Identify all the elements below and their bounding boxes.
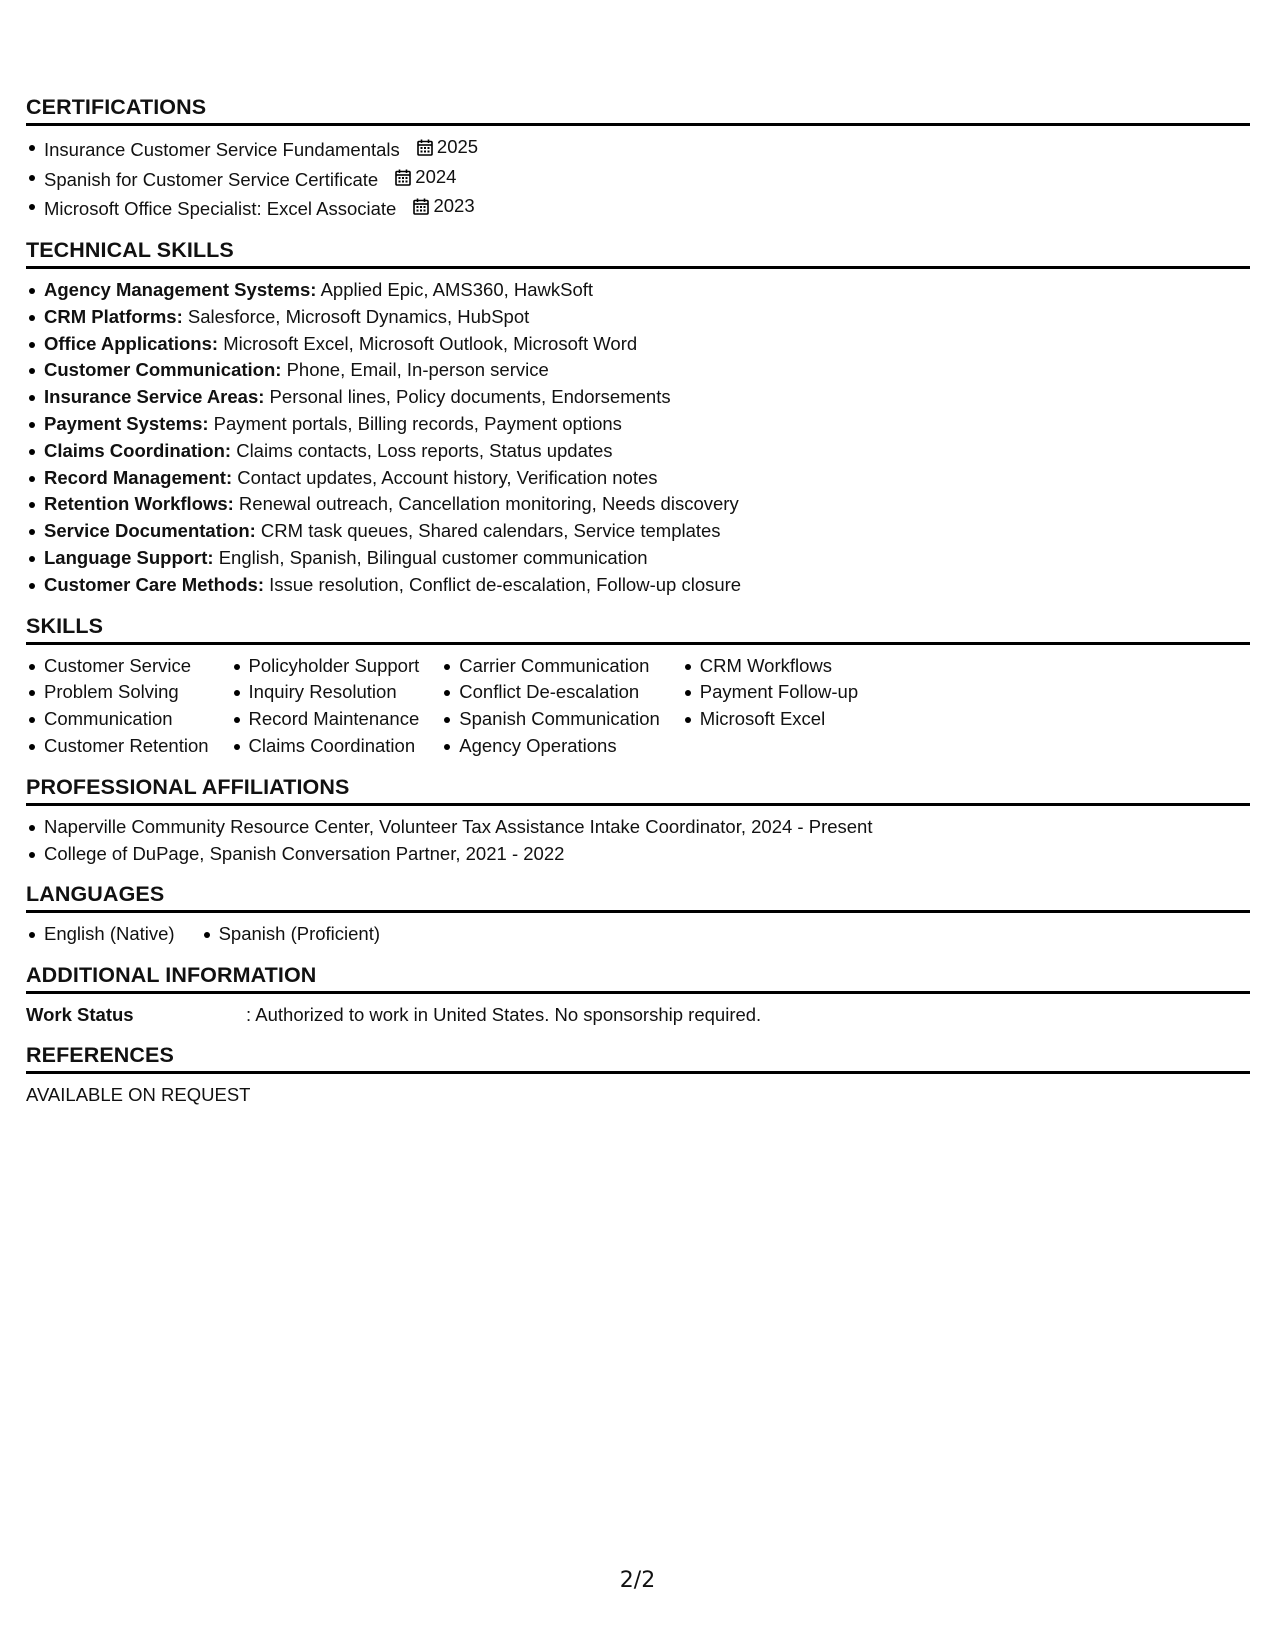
certification-name: Microsoft Office Specialist: Excel Associate <box>44 198 397 220</box>
list-item <box>26 545 1250 572</box>
skill-category: Language Support: <box>44 547 214 569</box>
certifications-list <box>26 134 1250 223</box>
calendar-icon <box>413 198 429 215</box>
list-item <box>26 357 1250 384</box>
list-item: Inquiry Resolution <box>231 679 442 706</box>
list-item <box>26 491 1250 518</box>
certification-year: 2025 <box>436 136 479 157</box>
skill-values: Renewal outreach, Cancellation monitoring, Needs discovery <box>233 493 739 515</box>
resume-page <box>26 94 1250 1122</box>
list-item: Record Maintenance <box>231 706 442 733</box>
skill-category: Retention Workflows: <box>44 493 234 515</box>
certification-name: Spanish for Customer Service Certificate <box>44 168 379 190</box>
skill-values: Salesforce, Microsoft Dynamics, HubSpot <box>182 305 530 327</box>
skill-values: CRM task queues, Shared calendars, Service templates <box>255 520 721 542</box>
skill-values: Payment portals, Billing records, Payment options <box>208 413 622 435</box>
section-title: PROFESSIONAL AFFILIATIONS <box>26 774 1250 806</box>
skill-values: Contact updates, Account history, Verification notes <box>232 466 658 488</box>
list-item <box>26 518 1250 545</box>
work-status-row <box>26 1002 1250 1028</box>
calendar-icon <box>395 169 411 186</box>
affiliations-section <box>26 774 1250 868</box>
languages-list <box>26 921 406 948</box>
list-item: Customer Service <box>26 653 231 680</box>
skills-section <box>26 613 1250 760</box>
list-item: Problem Solving <box>26 679 231 706</box>
list-item <box>26 438 1250 465</box>
certification-name: Insurance Customer Service Fundamentals <box>44 138 400 160</box>
list-item: Conflict De-escalation <box>441 679 682 706</box>
skill-category: Customer Care Methods: <box>44 573 264 595</box>
page-number: 2/2 <box>619 1568 656 1593</box>
skill-category: Customer Communication: <box>44 359 282 381</box>
skill-category: Claims Coordination: <box>44 439 232 461</box>
list-item: Naperville Community Resource Center, Volunteer Tax Assistance Intake Coordinator, 2024 - Present <box>26 814 1250 841</box>
calendar-icon <box>417 139 433 156</box>
section-title: CERTIFICATIONS <box>26 94 1250 126</box>
list-item <box>26 193 1250 223</box>
certification-year: 2024 <box>415 165 457 187</box>
list-item: Agency Operations <box>441 733 682 760</box>
section-title: REFERENCES <box>26 1042 1250 1074</box>
skill-values: Personal lines, Policy documents, Endorsements <box>264 386 671 408</box>
list-item: Communication <box>26 706 231 733</box>
skill-category: Office Applications: <box>44 332 219 354</box>
languages-section <box>26 881 1250 948</box>
skill-category: Agency Management Systems: <box>44 279 317 301</box>
references-section <box>26 1042 1250 1108</box>
list-item <box>26 465 1250 492</box>
list-item: Spanish Communication <box>441 706 682 733</box>
work-status-label: Work Status <box>26 1004 134 1026</box>
section-title: SKILLS <box>26 613 1250 645</box>
skills-column <box>441 653 682 760</box>
list-item: Payment Follow-up <box>682 679 880 706</box>
work-status-value: : Authorized to work in United States. No sponsorship required. <box>246 1004 762 1026</box>
skill-category: Insurance Service Areas: <box>44 386 265 408</box>
skill-category: Record Management: <box>44 466 233 488</box>
references-text: AVAILABLE ON REQUEST <box>26 1084 251 1106</box>
skills-grid <box>26 653 1250 760</box>
list-item <box>26 134 1250 164</box>
affiliations-list <box>26 814 1250 868</box>
skills-column <box>682 653 880 760</box>
list-item <box>26 331 1250 358</box>
list-item: Policyholder Support <box>231 653 442 680</box>
section-title: TECHNICAL SKILLS <box>26 237 1250 269</box>
skill-values: English, Spanish, Bilingual customer communication <box>213 547 648 569</box>
list-item <box>26 304 1250 331</box>
technical-skills-list <box>26 277 1250 599</box>
list-item: Spanish (Proficient) <box>201 921 380 948</box>
skill-category: Payment Systems: <box>44 413 209 435</box>
skill-values: Issue resolution, Conflict de-escalation, Follow-up closure <box>263 573 742 595</box>
section-title: LANGUAGES <box>26 881 1250 913</box>
skill-values: Microsoft Excel, Microsoft Outlook, Microsoft Word <box>218 332 638 354</box>
list-item: Claims Coordination <box>231 733 442 760</box>
list-item: English (Native) <box>26 921 175 948</box>
skills-column <box>26 653 231 760</box>
skill-values: Phone, Email, In-person service <box>281 359 549 381</box>
technical-skills-section <box>26 237 1250 599</box>
list-item: Carrier Communication <box>441 653 682 680</box>
list-item <box>26 411 1250 438</box>
skills-column <box>231 653 442 760</box>
list-item <box>26 572 1250 599</box>
list-item <box>26 277 1250 304</box>
list-item: College of DuPage, Spanish Conversation Partner, 2021 - 2022 <box>26 841 1250 868</box>
skill-values: Claims contacts, Loss reports, Status updates <box>231 439 613 461</box>
list-item <box>26 164 1250 194</box>
list-item: Microsoft Excel <box>682 706 880 733</box>
additional-info-section <box>26 962 1250 1028</box>
list-item <box>26 384 1250 411</box>
list-item: CRM Workflows <box>682 653 880 680</box>
section-title: ADDITIONAL INFORMATION <box>26 962 1250 994</box>
skill-values: Applied Epic, AMS360, HawkSoft <box>316 279 594 301</box>
certification-year: 2023 <box>433 195 475 217</box>
skill-category: CRM Platforms: <box>44 305 183 327</box>
list-item: Customer Retention <box>26 733 231 760</box>
skill-category: Service Documentation: <box>44 520 256 542</box>
certifications-section <box>26 94 1250 223</box>
